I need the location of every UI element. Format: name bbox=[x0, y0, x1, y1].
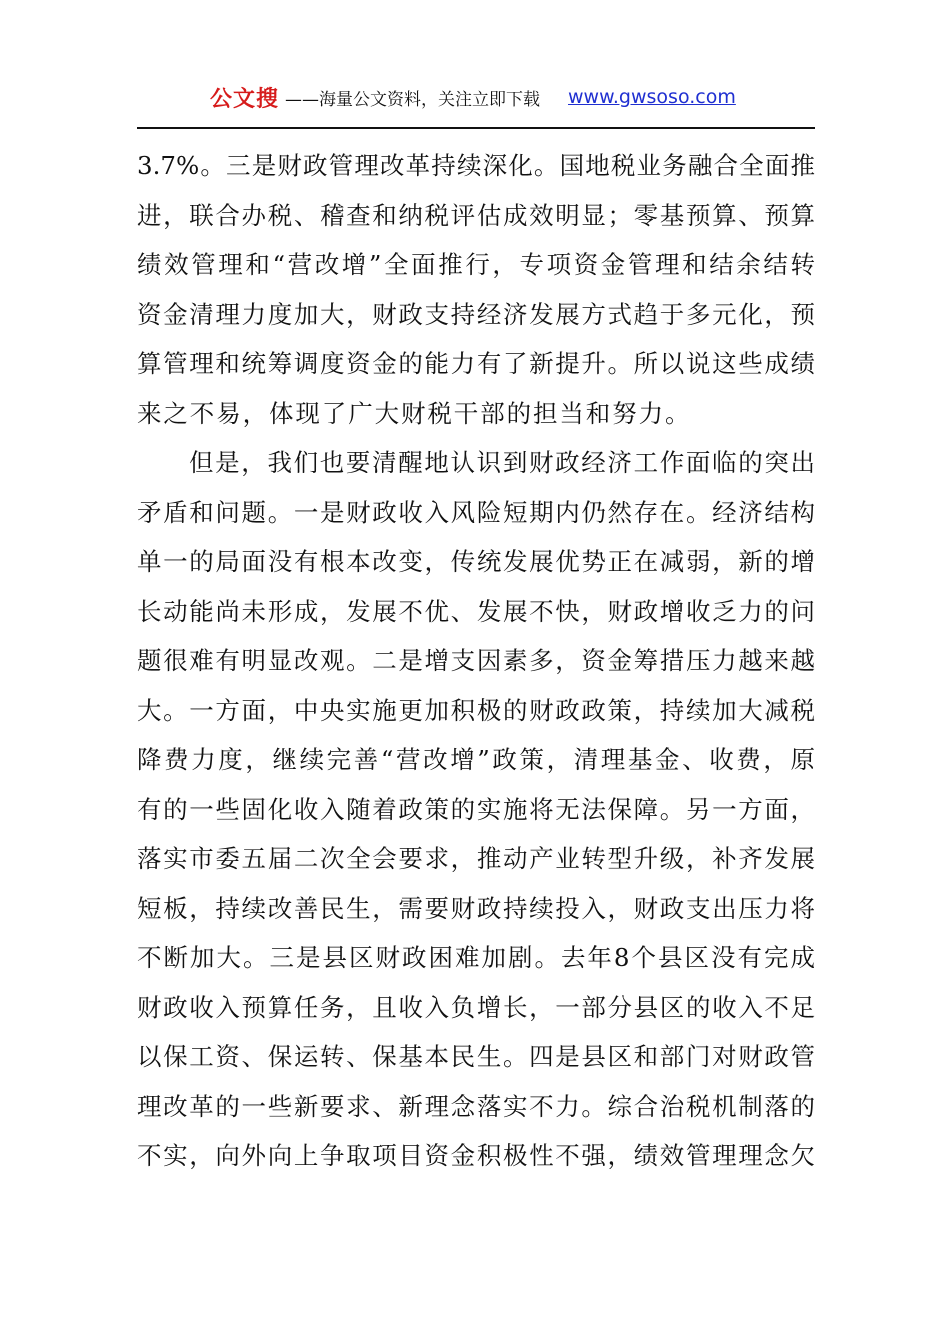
header-tagline: ——海量公文资料，关注立即下载 bbox=[285, 89, 541, 110]
text-line: 进，联合办税、稽查和纳税评估成效明显；零基预算、预算 bbox=[137, 200, 815, 230]
website-link[interactable]: www.gwsoso.com bbox=[568, 86, 736, 108]
text-line: 有的一些固化收入随着政策的实施将无法保障。另一方面， bbox=[137, 794, 815, 824]
text-line: 3.7%。三是财政管理改革持续深化。国地税业务融合全面推 bbox=[137, 151, 815, 180]
text-line: 题很难有明显改观。二是增支因素多，资金筹措压力越来越 bbox=[137, 646, 815, 675]
page-header bbox=[137, 80, 815, 114]
text-line: 落实市委五届二次全会要求，推动产业转型升级，补齐发展 bbox=[137, 844, 815, 873]
text-line: 算管理和统筹调度资金的能力有了新提升。所以说这些成绩 bbox=[137, 349, 815, 378]
header-divider bbox=[137, 127, 815, 129]
text-line: 长动能尚未形成，发展不优、发展不快，财政增收乏力的问 bbox=[137, 596, 815, 626]
text-line: 理改革的一些新要求、新理念落实不力。综合治税机制落的 bbox=[137, 1091, 815, 1121]
document-body bbox=[137, 141, 815, 1181]
text-line: 不断加大。三是县区财政困难加剧。去年8个县区没有完成 bbox=[137, 943, 815, 972]
text-line: 短板，持续改善民生，需要财政持续投入，财政支出压力将 bbox=[137, 893, 815, 923]
paragraph-first-line: 但是，我们也要清醒地认识到财政经济工作面临的突出 bbox=[189, 448, 815, 477]
text-line: 绩效管理和“营改增”全面推行，专项资金管理和结余结转 bbox=[137, 250, 815, 279]
text-line: 以保工资、保运转、保基本民生。四是县区和部门对财政管 bbox=[137, 1042, 815, 1071]
brand-logo: 公文搜 bbox=[210, 86, 280, 112]
text-line: 资金清理力度加大，财政支持经济发展方式趋于多元化，预 bbox=[137, 299, 815, 329]
text-line: 不实，向外向上争取项目资金积极性不强，绩效管理理念欠 bbox=[137, 1141, 815, 1170]
text-line: 来之不易，体现了广大财税干部的担当和努力。 bbox=[137, 398, 692, 428]
text-line: 矛盾和问题。一是财政收入风险短期内仍然存在。经济结构 bbox=[137, 497, 815, 527]
text-line: 降费力度，继续完善“营改增”政策，清理基金、收费，原 bbox=[137, 745, 815, 774]
text-line: 财政收入预算任务，且收入负增长，一部分县区的收入不足 bbox=[137, 992, 815, 1022]
text-line: 单一的局面没有根本改变，传统发展优势正在减弱，新的增 bbox=[137, 547, 815, 576]
text-line: 大。一方面，中央实施更加积极的财政政策，持续加大减税 bbox=[137, 695, 815, 725]
